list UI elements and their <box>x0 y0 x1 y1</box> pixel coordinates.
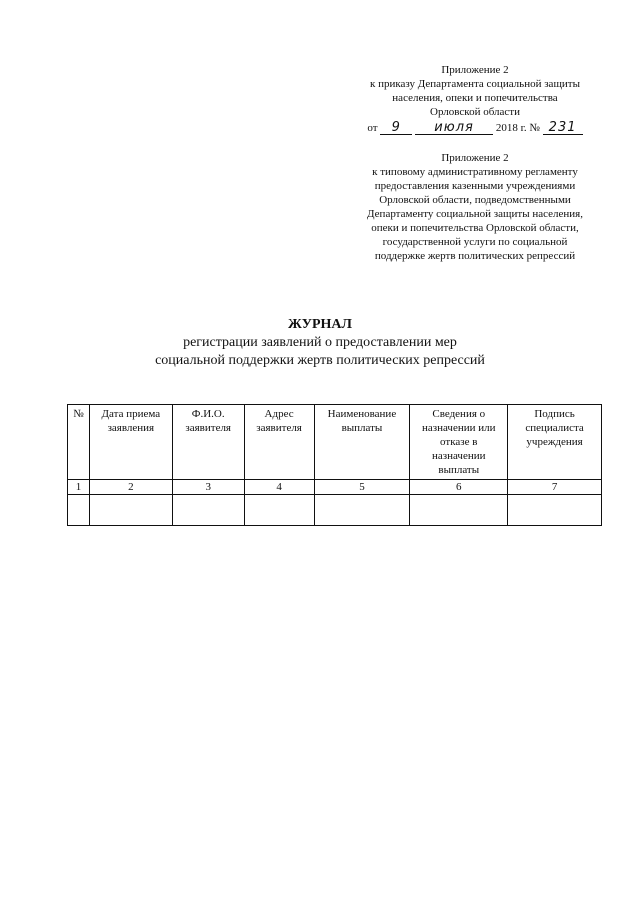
order-number-handwritten: 231 <box>543 121 583 135</box>
appendix-order-line: к приказу Департамента социальной защиты <box>369 78 580 90</box>
column-number-cell: 6 <box>410 480 508 495</box>
order-year: 2018 г. № <box>495 122 540 134</box>
empty-cell <box>172 495 244 526</box>
empty-cell <box>244 495 314 526</box>
appendix-regulation-line: поддержке жертв политических репрессий <box>374 250 576 262</box>
header-cell-name: Ф.И.О. заявителя <box>172 405 244 480</box>
header-cell-decision: Сведения о назначении или отказе в назначении выплаты <box>410 405 508 480</box>
column-number-cell: 5 <box>314 480 410 495</box>
appendix-order-line: населения, опеки и попечительства <box>392 92 558 104</box>
order-prefix: от <box>367 122 378 134</box>
empty-cell <box>508 495 602 526</box>
appendix-regulation-line: опеки и попечительства Орловской области, <box>371 222 579 234</box>
appendix-order-line: Приложение 2 <box>441 64 509 76</box>
appendix-regulation-line: государственной услуги по социальной <box>382 236 568 248</box>
header-cell-number: № <box>68 405 90 480</box>
journal-title-block <box>0 316 640 370</box>
appendix-regulation-line: к типовому административному регламенту <box>372 166 578 178</box>
registration-journal-table <box>67 404 602 526</box>
appendix-regulation-block <box>340 151 610 263</box>
appendix-regulation-line: Приложение 2 <box>441 152 509 164</box>
appendix-order-line: Орловской области <box>430 106 520 118</box>
header-cell-signature: Подпись специалиста учреждения <box>508 405 602 480</box>
header-cell-address: Адрес заявителя <box>244 405 314 480</box>
empty-cell <box>314 495 410 526</box>
journal-title: ЖУРНАЛ <box>288 317 352 332</box>
order-day-handwritten: 9 <box>380 121 412 135</box>
table-row <box>68 495 602 526</box>
column-number-cell: 3 <box>172 480 244 495</box>
header-cell-payment: Наименование выплаты <box>314 405 410 480</box>
column-number-cell: 4 <box>244 480 314 495</box>
order-month-handwritten: июля <box>415 121 493 135</box>
appendix-regulation-line: предоставления казенными учреждениями <box>374 180 576 192</box>
table-numbering-row <box>68 480 602 495</box>
column-number-cell: 7 <box>508 480 602 495</box>
column-number-cell: 1 <box>68 480 90 495</box>
appendix-order-block <box>340 63 610 135</box>
appendix-regulation-line: Орловской области, подведомственными <box>379 194 571 206</box>
table-header-row <box>68 405 602 480</box>
empty-cell <box>89 495 172 526</box>
empty-cell <box>68 495 90 526</box>
column-number-cell: 2 <box>89 480 172 495</box>
empty-cell <box>410 495 508 526</box>
order-date-line <box>340 121 610 135</box>
journal-subtitle-line: регистрации заявлений о предоставлении мер <box>183 335 457 350</box>
journal-subtitle-line: социальной поддержки жертв политических репрессий <box>155 353 485 368</box>
header-cell-date: Дата приема заявления <box>89 405 172 480</box>
appendix-regulation-line: Департаменту социальной защиты населения, <box>367 208 583 220</box>
